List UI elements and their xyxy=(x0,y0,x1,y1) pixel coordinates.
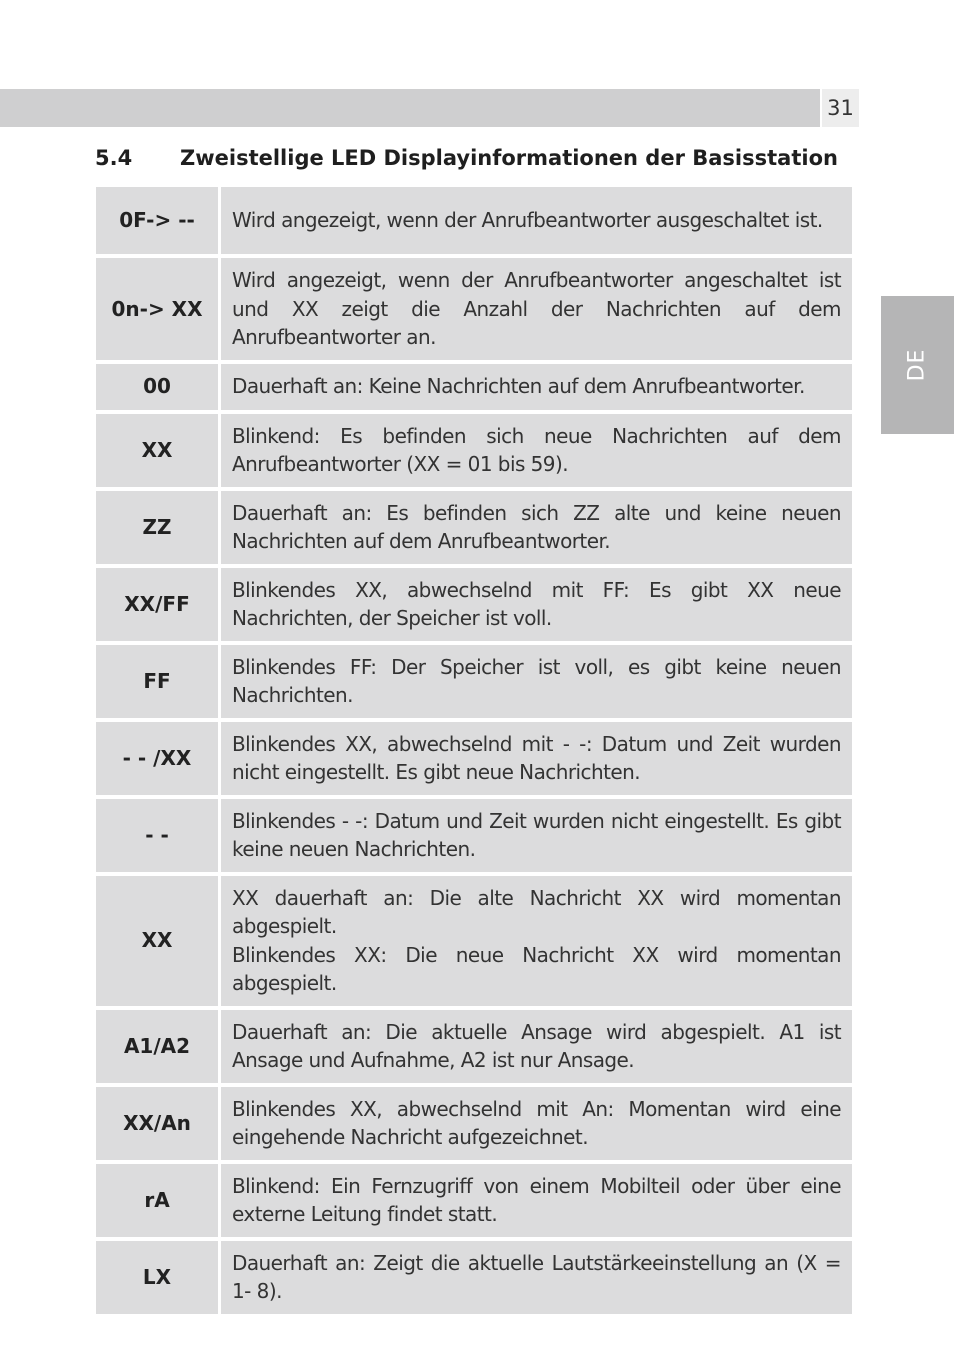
description-line: Dauerhaft an: Zeigt die aktuelle Lautstärkeeinstellung an (X = 1- 8). xyxy=(232,1250,841,1303)
description-line: Blinkendes XX, abwechselnd mit An: Momentan wird eine eingehende Nachricht aufgezeichnet. xyxy=(232,1096,841,1149)
description-line: Blinkendes XX: Die neue Nachricht XX wird momentan abgespielt. xyxy=(232,942,841,995)
display-description xyxy=(221,876,852,1006)
table-row xyxy=(96,799,852,872)
table-row xyxy=(96,568,852,641)
description-line: Blinkendes - -: Datum und Zeit wurden nicht eingestellt. Es gibt keine neuen Nachrichten. xyxy=(232,808,841,861)
display-description xyxy=(221,645,852,718)
display-code: 0n-> XX xyxy=(96,258,218,360)
language-tab-label: DE xyxy=(904,348,930,382)
led-display-table xyxy=(93,183,855,1318)
display-code: FF xyxy=(96,645,218,718)
display-description xyxy=(221,568,852,641)
description-line: Blinkend: Ein Fernzugriff von einem Mobilteil oder über eine externe Leitung findet statt. xyxy=(232,1173,841,1226)
display-description xyxy=(221,187,852,254)
description-line: XX dauerhaft an: Die alte Nachricht XX wird momentan abgespielt. xyxy=(232,885,841,938)
description-line: Blinkend: Es befinden sich neue Nachrichten auf dem Anrufbeantworter (XX = 01 bis 59). xyxy=(232,423,841,476)
display-description xyxy=(221,1241,852,1314)
table-row xyxy=(96,364,852,410)
description-line: Dauerhaft an: Die aktuelle Ansage wird abgespielt. A1 ist Ansage und Aufnahme, A2 ist nur Ansage. xyxy=(232,1019,841,1072)
display-description xyxy=(221,799,852,872)
display-code: rA xyxy=(96,1164,218,1237)
display-description xyxy=(221,364,852,410)
header-bar xyxy=(0,89,820,127)
description-line: Blinkendes XX, abwechselnd mit - -: Datum und Zeit wurden nicht eingestellt. Es gibt neue Nachrichten. xyxy=(232,731,841,784)
table-row xyxy=(96,645,852,718)
display-code: - - xyxy=(96,799,218,872)
display-description xyxy=(221,722,852,795)
display-code: LX xyxy=(96,1241,218,1314)
display-description xyxy=(221,1164,852,1237)
language-tab xyxy=(881,296,954,434)
display-description xyxy=(221,258,852,360)
display-description xyxy=(221,414,852,487)
description-line: Dauerhaft an: Keine Nachrichten auf dem Anrufbeantworter. xyxy=(232,374,805,399)
table-row xyxy=(96,722,852,795)
section-title: Zweistellige LED Displayinformationen der Basisstation xyxy=(180,146,838,170)
table-row xyxy=(96,1087,852,1160)
display-code: A1/A2 xyxy=(96,1010,218,1083)
table-row xyxy=(96,258,852,360)
display-code: XX xyxy=(96,876,218,1006)
display-code: XX/An xyxy=(96,1087,218,1160)
display-description xyxy=(221,491,852,564)
display-description xyxy=(221,1087,852,1160)
table-row xyxy=(96,1164,852,1237)
section-number: 5.4 xyxy=(95,146,133,170)
table-row xyxy=(96,491,852,564)
display-description xyxy=(221,1010,852,1083)
display-code: ZZ xyxy=(96,491,218,564)
description-line: Blinkendes FF: Der Speicher ist voll, es gibt keine neuen Nachrichten. xyxy=(232,654,841,707)
display-code: 00 xyxy=(96,364,218,410)
section-heading xyxy=(95,146,838,170)
display-code: XX xyxy=(96,414,218,487)
description-line: Wird angezeigt, wenn der Anrufbeantworter ausgeschaltet ist. xyxy=(232,208,823,233)
display-code: - - /XX xyxy=(96,722,218,795)
description-line: Dauerhaft an: Es befinden sich ZZ alte und keine neuen Nachrichten auf dem Anrufbeantworter. xyxy=(232,500,841,553)
table-row xyxy=(96,876,852,1006)
display-code: 0F-> -- xyxy=(96,187,218,254)
table-row xyxy=(96,187,852,254)
page-number: 31 xyxy=(822,89,859,127)
table-row xyxy=(96,1010,852,1083)
table-row xyxy=(96,1241,852,1314)
description-line: Wird angezeigt, wenn der Anrufbeantworter angeschaltet ist und XX zeigt die Anzahl der Nachrichten auf dem Anrufbeantworter an. xyxy=(232,268,841,349)
description-line: Blinkendes XX, abwechselnd mit FF: Es gibt XX neue Nachrichten, der Speicher ist voll. xyxy=(232,577,841,630)
table-row xyxy=(96,414,852,487)
display-code: XX/FF xyxy=(96,568,218,641)
